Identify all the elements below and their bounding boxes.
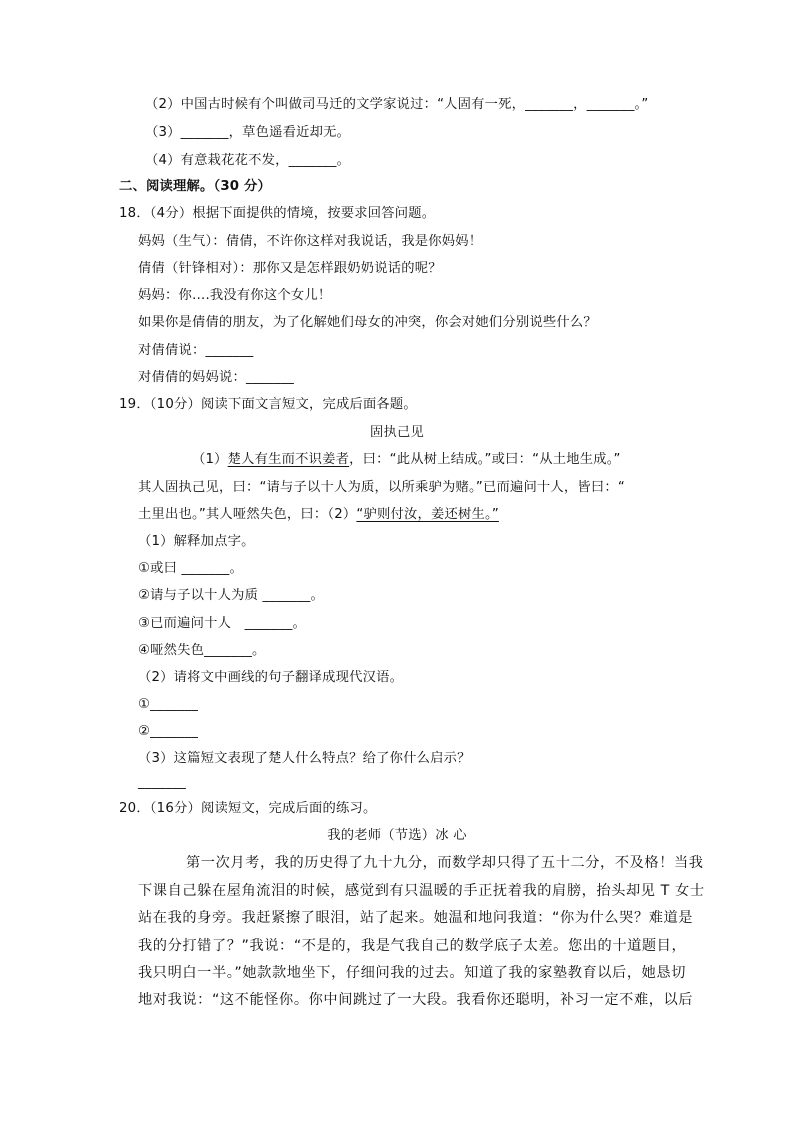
q19-part2-b: ②_______ [138, 724, 199, 739]
q20-para-line-2: 下课自己躲在屋角流泪的时候，感觉到有只温暖的手正抚着我的肩膀，抬头却见 T 女士 [138, 883, 705, 899]
q19-underlined-1: 楚人有生而不识姜者 [227, 452, 350, 467]
q19-part1-a: ①或曰 _______。 [138, 561, 243, 576]
q18-prompt: 如果你是倩倩的朋友，为了化解她们母女的冲突，你会对她们分别说些什么？ [138, 315, 597, 330]
q19-stem: 19．（10分）阅读下面文言短文，完成后面各题。 [119, 397, 417, 412]
q18-dialogue-3: 妈妈：你….我没有你这个女儿！ [138, 288, 332, 303]
q19-marker-1: （1） [192, 452, 228, 467]
q20-para-line-6: 地对我说：“这不能怪你。你中间跳过了一大段。我看你还聪明，补习一定不难，以后 [138, 992, 694, 1008]
q20-para-line-4: 我的分打错了？”我说：“不是的，我是气我自己的数学底子太差。您出的十道题目， [138, 938, 687, 954]
q19-part2: （2）请将文中画线的句子翻译成现代汉语。 [138, 670, 404, 685]
q17-sub3: （3）_______，草色遥看近却无。 [145, 125, 351, 140]
q18-dialogue-2: 倩倩（针锋相对）：那你又是怎样跟奶奶说话的呢？ [138, 261, 442, 276]
q19-passage-line-3 [138, 506, 499, 524]
q18-answer-1: 对倩倩说：_______ [138, 343, 254, 358]
q19-part1-d: ④哑然失色_______。 [138, 643, 266, 658]
q19-part1: （1）解释加点字。 [138, 534, 255, 549]
q19-part3: （3）这篇短文表现了楚人什么特点？给了你什么启示？ [138, 751, 471, 766]
q19-passage-3-text: 土里出也。”其人哑然失色，曰：（2） [138, 507, 357, 522]
q17-sub2: （2）中国古时候有个叫做司马迁的文学家说过：“人固有一死，_______，_______。” [145, 97, 649, 112]
q20-para-line-1: 第一次月考，我的历史得了九十九分，而数学却只得了五十二分，不及格！当我 [186, 855, 704, 871]
q19-part2-a: ①_______ [138, 697, 199, 712]
q20-stem: 20．（16分）阅读短文，完成后面的练习。 [119, 801, 377, 816]
q19-passage-line-1 [192, 451, 621, 469]
q17-sub4: （4）有意栽花花不发，_______。 [145, 153, 351, 168]
q20-para-line-3: 站在我的身旁。我赶紧擦了眼泪，站了起来。她温和地问我道：“你为什么哭？难道是 [138, 910, 694, 926]
q19-part1-b: ②请与子以十人为质 _______。 [138, 588, 324, 603]
q20-title: 我的老师（节选）冰 心 [327, 828, 467, 843]
q18-answer-2: 对倩倩的妈妈说：_______ [138, 370, 294, 385]
q20-para-line-5: 我只明白一半。”她款款地坐下，仔细问我的过去。知道了我的家塾教育以后，她恳切 [138, 965, 686, 981]
q19-title: 固执己见 [370, 425, 424, 440]
q19-part1-c: ③已而遍问十人 _______。 [138, 616, 307, 631]
q19-part3-answer: _______ [138, 775, 186, 790]
q18-stem: 18．（4分）根据下面提供的情境，按要求回答问题。 [119, 206, 436, 221]
q19-passage-line-2: 其人固执己见，曰：“请与子以十人为质，以所乘驴为赌。”已而遍问十人，皆曰：“ [138, 480, 626, 495]
q19-underlined-2: “驴则付汝，姜还树生。” [356, 507, 499, 522]
section-heading: 二、阅读理解。（30 分） [119, 179, 272, 194]
q19-passage-1-rest: ，曰：“此从树上结成。”或曰：“从土地生成。” [349, 452, 621, 467]
q18-dialogue-1: 妈妈（生气）：倩倩，不许你这样对我说话，我是你妈妈！ [138, 234, 483, 249]
